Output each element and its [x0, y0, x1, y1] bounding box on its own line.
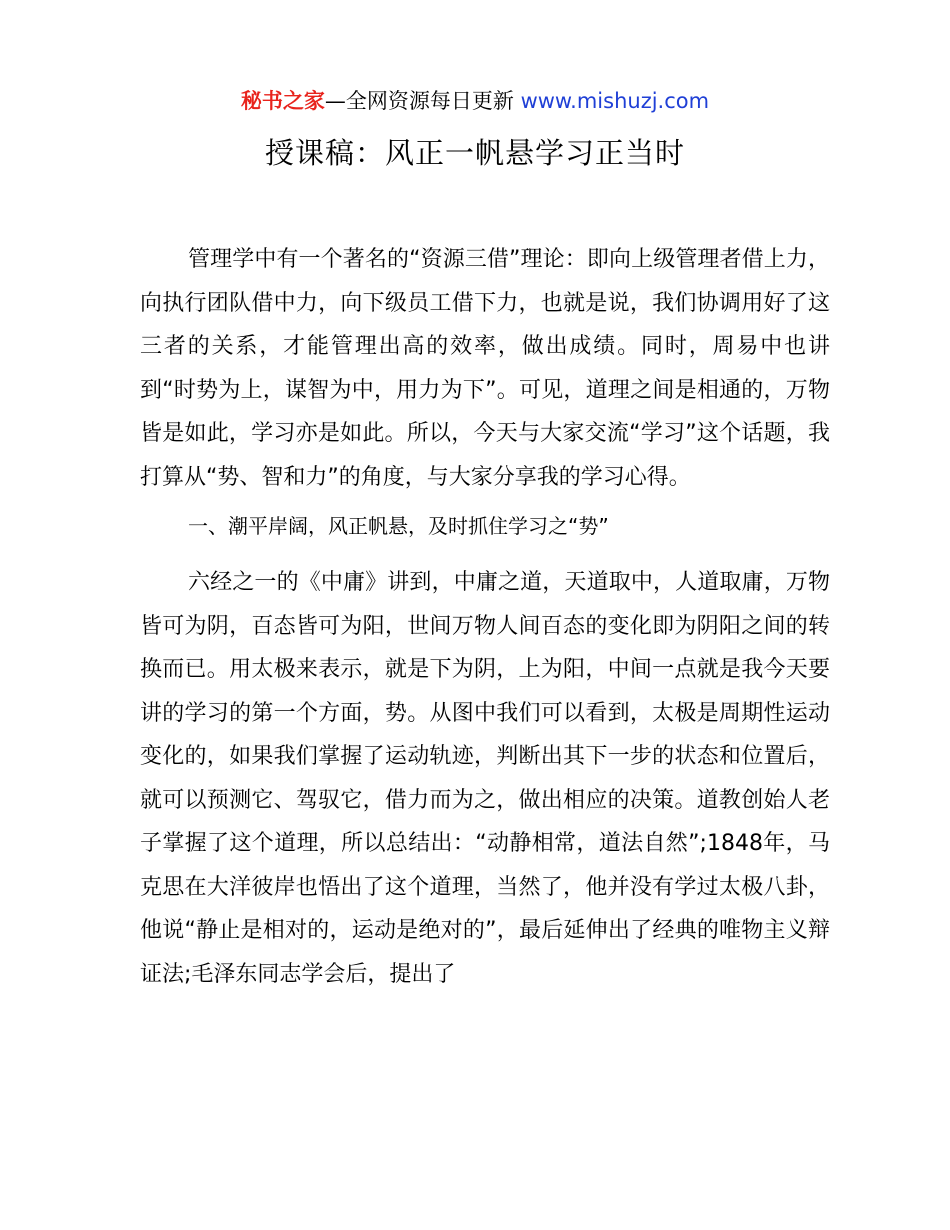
- intro-paragraph: 管理学中有一个著名的“资源三借”理论：即向上级管理者借上力，向执行团队借中力，向下级员工借下力，也就是说，我们协调用好了这三者的关系，才能管理出高的效率，做出成绩。同时，周易中也讲到“时势为上，谋智为中，用力为下”。可见，道理之间是相通的，万物皆是如此，学习亦是如此。所以，今天与大家交流“学习”这个话题，我打算从“势、智和力”的角度，与大家分享我的学习心得。: [140, 247, 830, 490]
- site-header: [0, 86, 950, 116]
- section-paragraph: 六经之一的《中庸》讲到，中庸之道，天道取中，人道取庸，万物皆可为阴，百态皆可为阳，世间万物人间百态的变化即为阴阳之间的转换而已。用太极来表示，就是下为阴，上为阳，中间一点就是我今天要讲的学习的第一个方面，势。从图中我们可以看到，太极是周期性运动变化的，如果我们掌握了运动轨迹，判断出其下一步的状态和位置后，就可以预测它、驾驭它，借力而为之，做出相应的决策。道教创始人老子掌握了这个道理，所以总结出：“动静相常，道法自然”;1848年，马克思在大洋彼岸也悟出了这个道理，当然了，他并没有学过太极八卦，他说“静止是相对的，运动是绝对的”，最后延伸出了经典的唯物主义辩证法;毛泽东同志学会后，提出了: [140, 570, 830, 987]
- site-tagline: —全网资源每日更新: [324, 89, 514, 113]
- site-brand: 秘书之家: [240, 89, 325, 113]
- section-heading: 一、潮平岸阔，风正帆悬，及时抓住学习之“势”: [188, 514, 609, 538]
- document-title: 授课稿：风正一帆悬学习正当时: [264, 136, 685, 170]
- document-body: [140, 238, 830, 996]
- site-url-link[interactable]: www.mishuzj.com: [520, 89, 710, 113]
